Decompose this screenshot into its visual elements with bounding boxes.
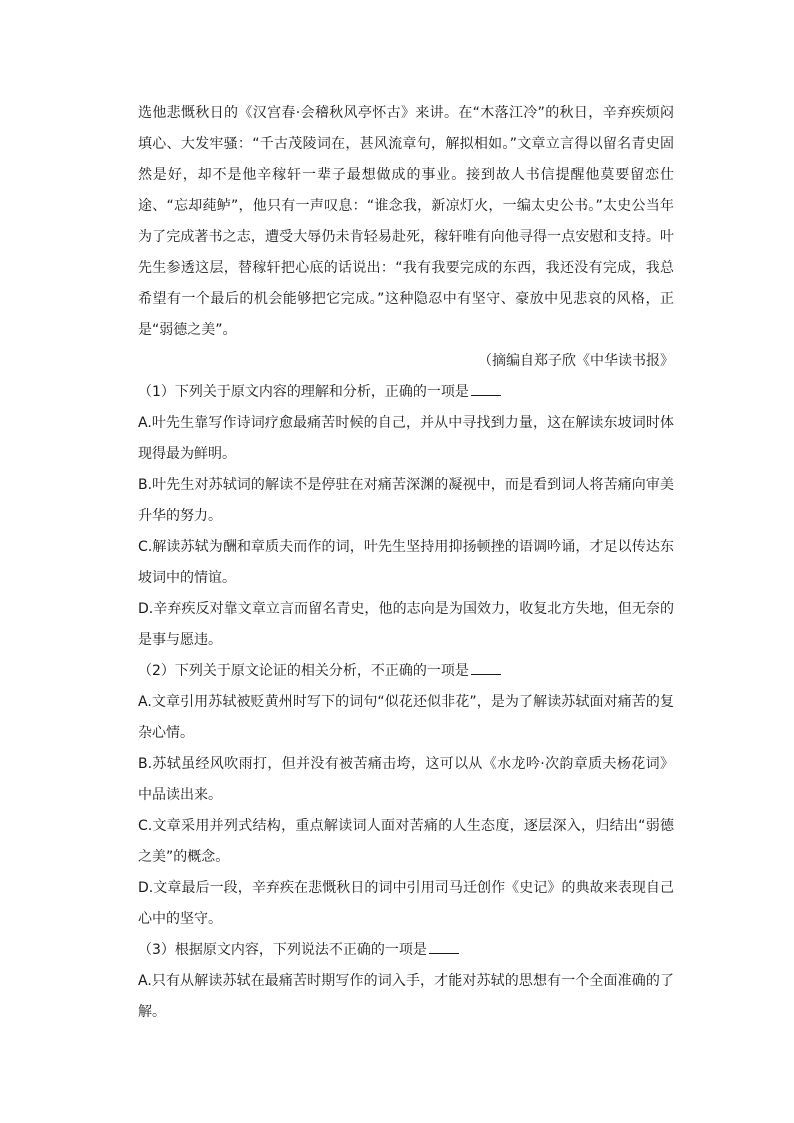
question-1 [138,377,674,656]
option-b: B.叶先生对苏轼词的解读不是停驻在对痛苦深渊的凝视中，而是看到词人将苦痛向审美升华的努力。 [138,477,674,524]
option-c: C.解读苏轼为酬和章质夫而作的词，叶先生坚持用抑扬顿挫的语调吟诵，才足以传达东坡词中的情谊。 [138,539,674,586]
passage-paragraph: 选他悲慨秋日的《汉宫春·会稽秋风亭怀古》来讲。在“木落江冷”的秋日，辛弃疾烦闷填心、大发牢骚：“千古茂陵词在，甚风流章句，解拟相如。”文章立言得以留名青史固然是好，却不是他辛稼轩一辈子最想做成的事业。接到故人书信提醒他莫要留恋仕途、“忘却莼鲈”，他只有一声叹息：“谁念我，新凉灯火，一编太史公书。”太史公当年为了完成著书之志，遭受大辱仍未肯轻易赴死，稼轩唯有向他寻得一点安慰和支持。叶先生参透这层，替稼轩把心底的话说出：“我有我要完成的东西，我还没有完成，我总希望有一个最后的机会能够把它完成。”这种隐忍中有坚守、豪放中见悲哀的风格，正是“弱德之美”。 [138,105,674,338]
option-b: B.苏轼虽经风吹雨打，但并没有被苦痛击垮，这可以从《水龙吟·次韵章质夫杨花词》中品读出来。 [138,756,674,803]
question-stem: （1）下列关于原文内容的理解和分析，正确的一项是 [138,377,674,408]
option-a: A.文章引用苏轼被贬黄州时写下的词句“似花还似非花”，是为了解读苏轼面对痛苦的复杂心情。 [138,694,674,741]
option-d: D.文章最后一段，辛弃疾在悲慨秋日的词中引用司马迁创作《史记》的典故来表现自己心中的坚守。 [138,880,674,927]
option-d: D.辛弃疾反对靠文章立言而留名青史，他的志向是为国效力，收复北方失地，但无奈的是事与愿违。 [138,601,674,648]
option-a: A.只有从解读苏轼在最痛苦时期写作的词入手，才能对苏轼的思想有一个全面准确的了解。 [138,973,674,1020]
passage-source: （摘编自郑子欣《中华读书报》 [478,353,674,369]
answer-blank [471,660,501,675]
answer-blank [429,939,459,954]
question-3 [138,935,674,1028]
answer-blank [471,381,501,396]
question-2 [138,656,674,935]
document-page [138,98,674,1028]
option-a: A.叶先生靠写作诗词疗愈最痛苦时候的自己，并从中寻找到力量，这在解读东坡词时体现得最为鲜明。 [138,415,674,462]
option-c: C.文章采用并列式结构，重点解读词人面对苦痛的人生态度，逐层深入，归结出“弱德之美”的概念。 [138,818,674,865]
question-stem: （2）下列关于原文论证的相关分析，不正确的一项是 [138,656,674,687]
question-stem: （3）根据原文内容，下列说法不正确的一项是 [138,935,674,966]
